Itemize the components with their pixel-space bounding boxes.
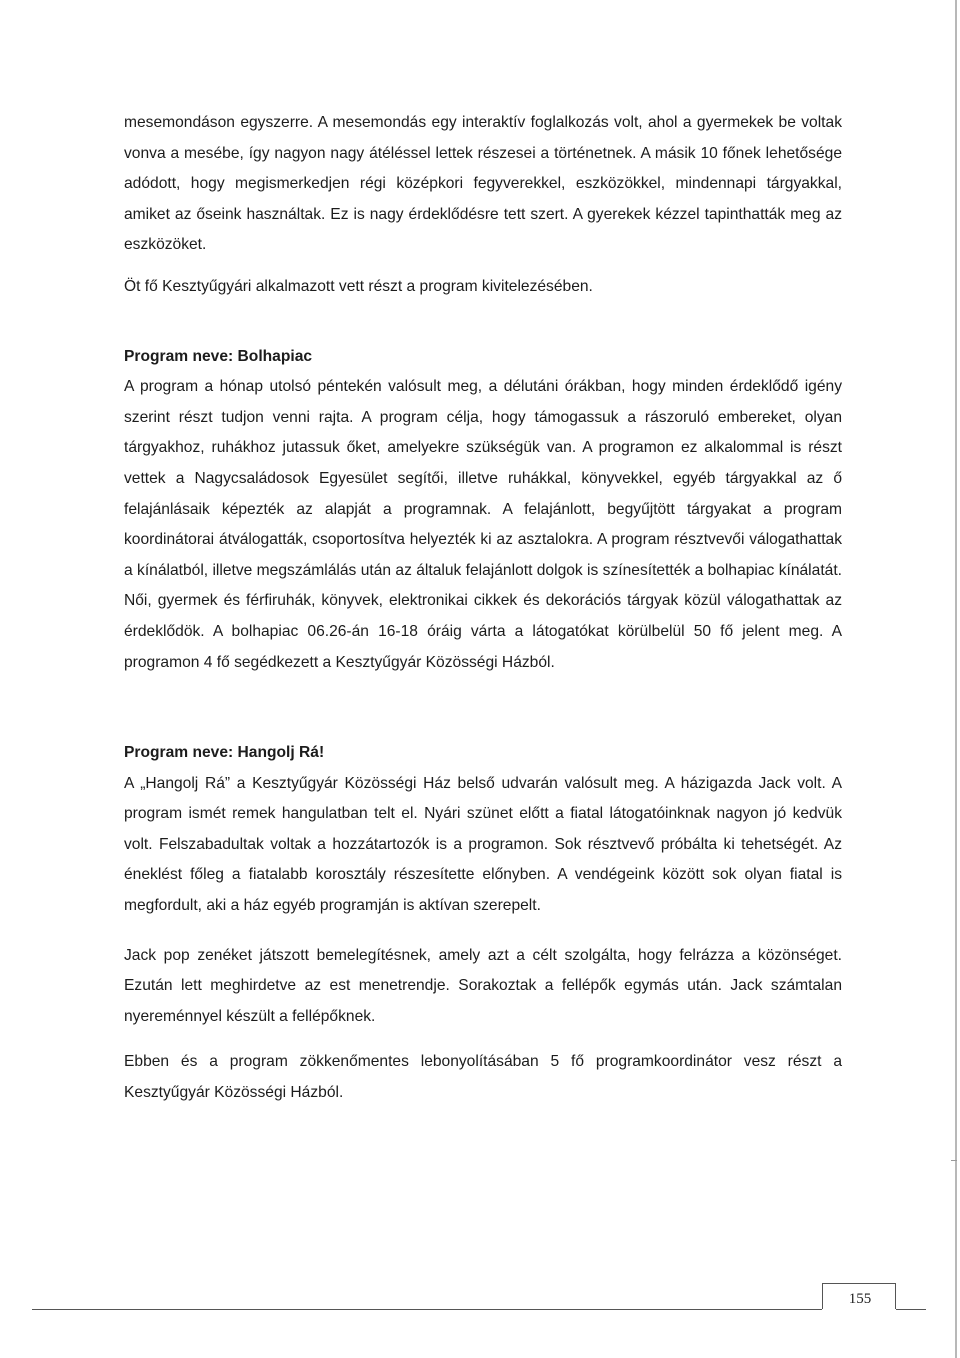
paragraph-hangolj-ra: A „Hangolj Rá” a Kesztyűgyár Közösségi Ház belső udvarán valósult meg. A házigazda Jack volt. A program ismét remek hangulatban telt el. Nyári szünet előtt a fiatal látogatóinknak nagyon jó kedvük volt. Felszabadultak voltak a hozzátartozók is a programon. Sok résztvevő próbálta ki tehetségét. Az éneklést főleg a fiatalabb korosztály részesítette előnyben. A vendégeink között sok olyan fiatal is megfordult, aki a ház egyéb programján is aktívan szerepelt. bbox=[124, 774, 842, 915]
paragraph-staff-count: Öt fő Kesztyűgyári alkalmazott vett részt a program kivitelezésében. bbox=[124, 277, 593, 295]
page-number-box bbox=[822, 1283, 896, 1309]
paragraph-coordinators: Ebben és a program zökkenőmentes lebonyolításában 5 fő programkoordinátor vesz részt a Kesztyűgyár Közösségi Házból. bbox=[124, 1053, 842, 1102]
footer-rule bbox=[32, 1309, 822, 1310]
paragraph-jack-pop: Jack pop zenéket játszott bemelegítésnek, amely azt a célt szolgálta, hogy felrázza a közönséget. Ezután lett meghirdetve az est menetrendje. Sorakoztak a fellépők egymás után. Jack számtalan nyereménnyel készült a fellépőknek. bbox=[124, 946, 842, 1025]
section-heading-hangolj-ra: Program neve: Hangolj Rá! bbox=[124, 744, 325, 762]
paragraph-mesemondas: mesemondáson egyszerre. A mesemondás egy interaktív foglalkozás volt, ahol a gyermekek be voltak vonva a mesébe, így nagyon nagy átéléssel lettek részesei a történetnek. A másik 10 főnek lehetősége adódott, hogy megismerkedjen régi középkori fegyverekkel, eszközökkel, mindennapi tárgyakkal, amiket az őseink használtak. Ez is nagy érdeklődésre tett szert. A gyerekek kézzel tapinthatták meg az eszközöket. bbox=[124, 114, 842, 254]
document-body bbox=[124, 108, 842, 1109]
footer-rule-right bbox=[896, 1309, 926, 1310]
page-number: 155 bbox=[848, 1291, 872, 1307]
paragraph-bolhapiac: A program a hónap utolsó péntekén valósult meg, a délutáni órákban, hogy minden érdeklődő igény szerint részt tudjon venni rajta. A program célja, hogy támogassuk a rászoruló embereket, olyan tárgyakhoz, ruhákhoz jutassuk őket, amelyekre szükségük van. A programon ez alkalommal is részt vettek a Nagycsaládosok Egyesület segítői, illetve ruhákkal, könyvekkel, egyéb tárgyakkal az ő felajánlásaik képezték az alapját a programnak. A felajánlott, begyűjtött tárgyakat a program koordinátorai átválogatták, csoportosítva helyezték ki az asztalokra. A program résztvevői válogathattak a kínálatból, illetve megszámlálás után az általuk felajánlott dolgok is színesítették a bolhapiac kínálatát. Női, gyermek és férfiruhák, könyvek, elektronikai cikkek és dekorációs tárgyak közül válogathattak az érdeklődök. A bolhapiac 06.26-án 16-18 óráig várta a látogatókat körülbelül 50 fő jelent meg. A programon 4 fő segédkezett a Kesztyűgyár Közösségi Házból. bbox=[124, 378, 842, 671]
section-heading-bolhapiac: Program neve: Bolhapiac bbox=[124, 347, 313, 365]
page-edge-line bbox=[955, 0, 957, 1358]
edge-mark bbox=[951, 1160, 957, 1161]
